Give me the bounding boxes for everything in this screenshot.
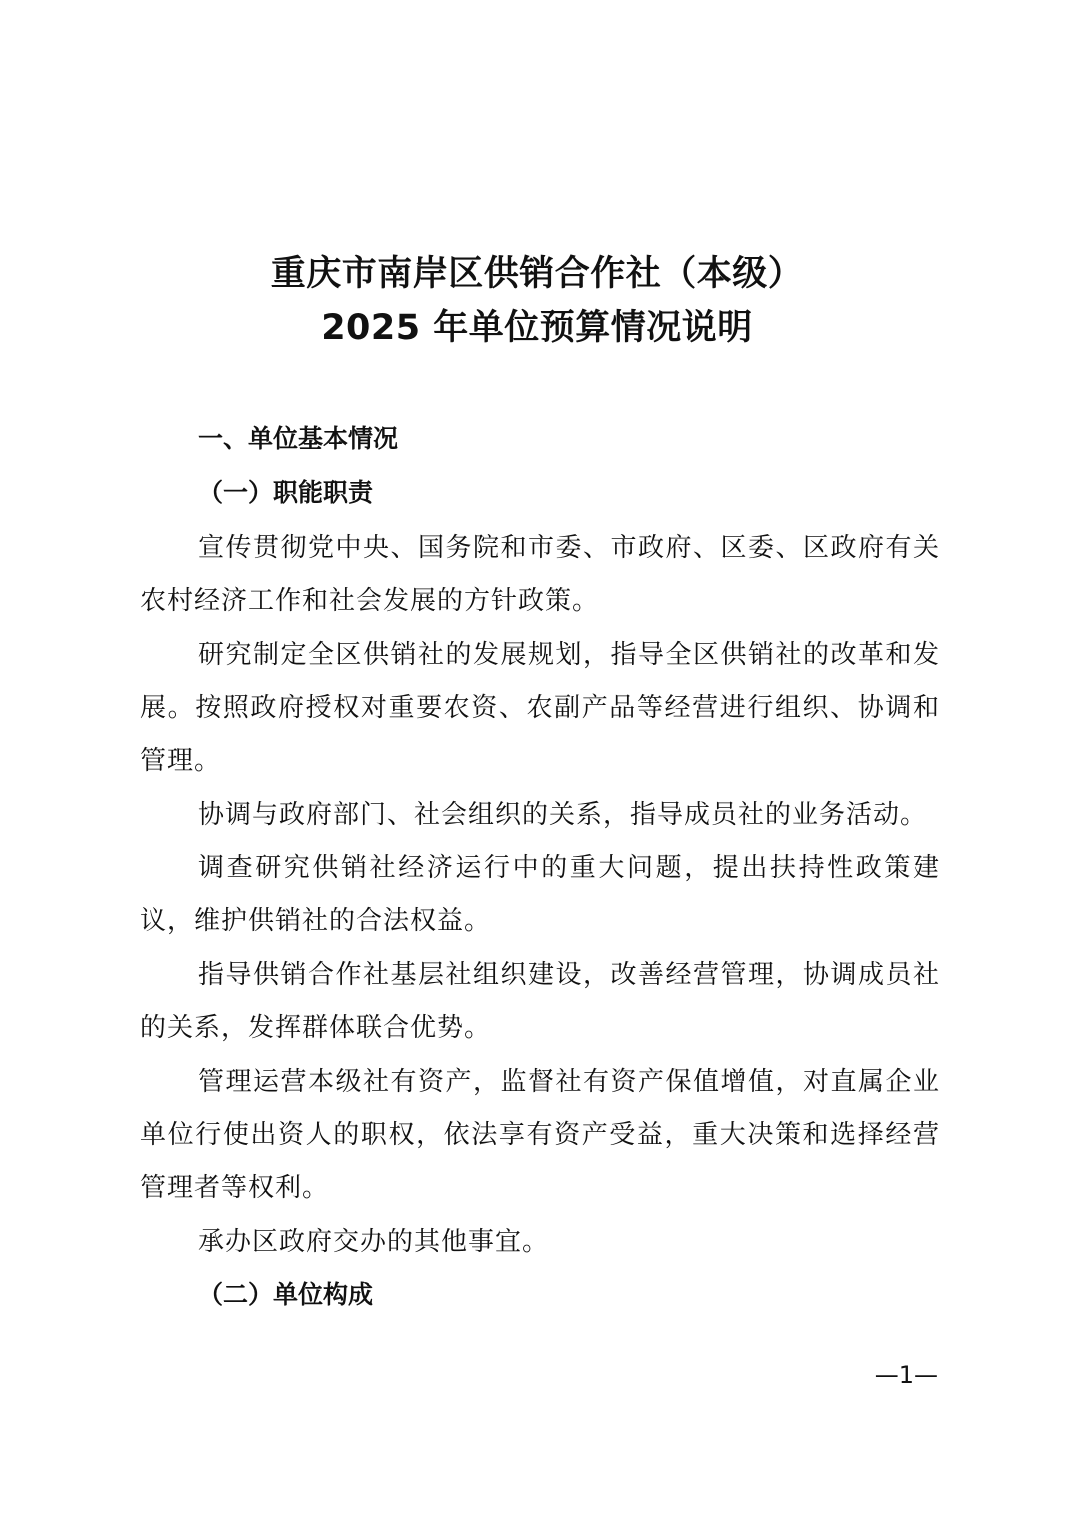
document-title-line2: 2025 年单位预算情况说明 [321, 308, 753, 348]
section-heading-basic-info: 一、单位基本情况 [198, 424, 399, 453]
paragraph-duty-1: 宣传贯彻党中央、国务院和市委、市政府、区委、区政府有关农村经济工作和社会发展的方针政策。 [140, 533, 940, 616]
paragraph-duty-2: 研究制定全区供销社的发展规划，指导全区供销社的改革和发展。按照政府授权对重要农资、农副产品等经营进行组织、协调和管理。 [140, 640, 940, 776]
paragraph-duty-7: 承办区政府交办的其他事宜。 [198, 1227, 550, 1257]
paragraph-duty-4: 调查研究供销社经济运行中的重大问题，提出扶持性政策建议，维护供销社的合法权益。 [140, 853, 940, 936]
paragraph-duty-6: 管理运营本级社有资产，监督社有资产保值增值，对直属企业单位行使出资人的职权，依法享有资产受益，重大决策和选择经营管理者等权利。 [140, 1067, 940, 1203]
paragraph-duty-5: 指导供销合作社基层社组织建设，改善经营管理，协调成员社的关系，发挥群体联合优势。 [140, 960, 940, 1043]
paragraph-duty-3: 协调与政府部门、社会组织的关系，指导成员社的业务活动。 [198, 800, 928, 830]
subsection-heading-duties: （一）职能职责 [198, 478, 374, 507]
document-title-line1: 重庆市南岸区供销合作社（本级） [270, 254, 804, 294]
page-number: —1— [874, 1361, 938, 1389]
subsection-heading-composition: （二）单位构成 [198, 1280, 374, 1309]
